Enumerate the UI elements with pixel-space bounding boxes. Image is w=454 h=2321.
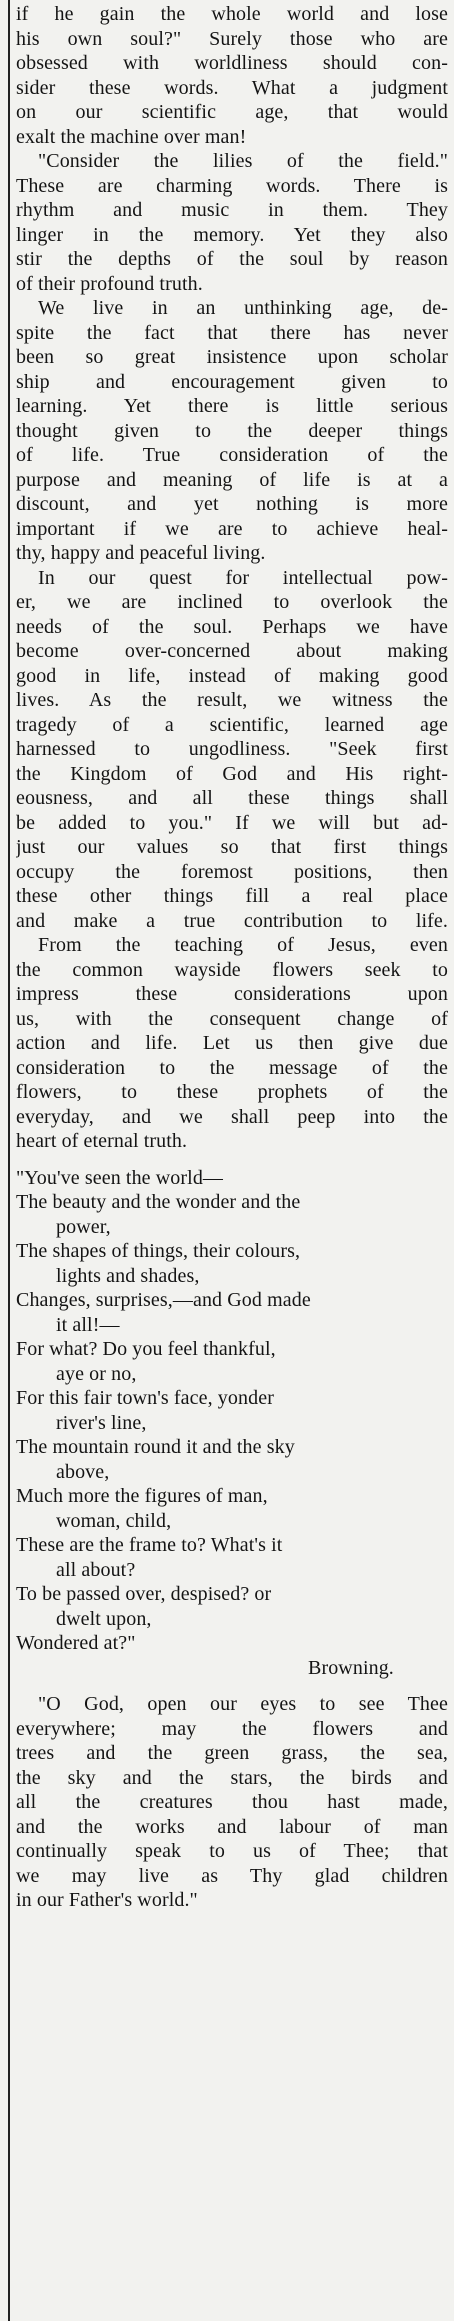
para1-line: exalt the machine over man! [16, 125, 247, 148]
para5-line: flowers, to these prophets of the [16, 1081, 448, 1103]
para5-line: impress these considerations upon [16, 983, 448, 1005]
prayer-line: and the works and labour of man [16, 1815, 448, 1838]
paragraph-gap [16, 1680, 448, 1692]
para2-line: rhythm and music in them. They [16, 199, 448, 221]
poem-attribution: Browning. [308, 1656, 394, 1679]
newspaper-column [8, 0, 452, 2321]
poem-line: all about? [56, 1558, 136, 1581]
prayer-line: we may live as Thy glad children [16, 1864, 448, 1887]
para3-line: purpose and meaning of life is at a [16, 468, 448, 491]
para1-line: his own soul?" Surely those who are [16, 27, 448, 50]
para4-line: be added to you." If we will but ad- [16, 811, 448, 834]
para4-line: good in life, instead of making good [16, 664, 448, 687]
prayer-line: "O God, open our eyes to see Thee [38, 1693, 448, 1715]
para2-line: linger in the memory. Yet they also [16, 223, 448, 246]
para5-line: From the teaching of Jesus, even [38, 934, 448, 956]
para1-line: if he gain the whole world and lose [16, 3, 448, 25]
prayer-line: the sky and the stars, the birds and [16, 1766, 448, 1789]
para5-line: consideration to the message of the [16, 1056, 448, 1079]
prayer-line: everywhere; may the flowers and [16, 1717, 448, 1740]
poem-line: lights and shades, [56, 1264, 200, 1287]
para3-line: discount, and yet nothing is more [16, 493, 448, 515]
para5-line: everyday, and we shall peep into the [16, 1105, 448, 1128]
para4-line: become over-concerned about making [16, 640, 448, 662]
para1-line: sider these words. What a judgment [16, 76, 448, 99]
poem-line: Changes, surprises,—and God made [16, 1289, 311, 1311]
para4-line: harnessed to ungodliness. "Seek first [16, 738, 448, 760]
para3-line: been so great insistence upon scholar [16, 346, 448, 368]
poem-line: These are the frame to? What's it [16, 1534, 283, 1556]
poem-line: To be passed over, despised? or [16, 1583, 272, 1605]
poem-line: power, [56, 1215, 111, 1238]
prayer-line: trees and the green grass, the sea, [16, 1742, 448, 1764]
para3-line: thought given to the deeper things [16, 419, 448, 442]
para4-line: these other things fill a real place [16, 885, 448, 907]
para3-line: ship and encouragement given to [16, 370, 448, 393]
para3-line: thy, happy and peaceful living. [16, 542, 266, 564]
poem-line: For this fair town's face, yonder [16, 1387, 274, 1409]
para2-line: of their profound truth. [16, 272, 203, 295]
poem-line: For what? Do you feel thankful, [16, 1338, 276, 1360]
poem-line: "You've seen the world— [16, 1166, 224, 1189]
para4-line: occupy the foremost positions, then [16, 860, 448, 883]
poem-line: it all!— [56, 1313, 120, 1336]
para5-line: action and life. Let us then give due [16, 1032, 448, 1054]
para4-line: the Kingdom of God and His right- [16, 762, 448, 785]
para4-line: tragedy of a scientific, learned age [16, 713, 448, 736]
poem-line: above, [56, 1460, 110, 1483]
para3-line: We live in an unthinking age, de- [38, 297, 448, 319]
para4-line: eousness, and all these things shall [16, 787, 448, 809]
poem-line: The mountain round it and the sky [16, 1436, 295, 1458]
para4-line: In our quest for intellectual pow- [38, 566, 448, 589]
para4-line: just our values so that first things [16, 836, 448, 858]
para4-line: er, we are inclined to overlook the [16, 591, 448, 613]
para2-line: "Consider the lilies of the field." [38, 150, 448, 172]
para1-line: obsessed with worldliness should con- [16, 52, 448, 74]
para3-line: important if we are to achieve heal- [16, 517, 448, 540]
poem-line: Much more the figures of man, [16, 1485, 268, 1507]
para2-line: These are charming words. There is [16, 174, 448, 197]
prayer-line: all the creatures thou hast made, [16, 1791, 448, 1813]
para3-line: learning. Yet there is little serious [16, 395, 448, 417]
poem-line: dwelt upon, [56, 1607, 152, 1630]
para3-line: of life. True consideration of the [16, 444, 448, 466]
poem-line: The shapes of things, their colours, [16, 1240, 301, 1262]
poem-line: The beauty and the wonder and the [16, 1191, 301, 1213]
para2-line: stir the depths of the soul by reason [16, 248, 448, 270]
para3-line: spite the fact that there has never [16, 321, 448, 344]
para4-line: lives. As the result, we witness the [16, 689, 448, 711]
article-text [16, 2, 448, 1913]
para4-line: needs of the soul. Perhaps we have [16, 615, 448, 638]
poem-line: Wondered at?" [16, 1632, 136, 1654]
paragraph-gap [16, 1154, 448, 1166]
prayer-line: in our Father's world." [16, 1889, 198, 1911]
prayer-line: continually speak to us of Thee; that [16, 1840, 448, 1862]
poem-line: aye or no, [56, 1362, 137, 1385]
para5-line: us, with the consequent change of [16, 1007, 448, 1030]
para5-line: heart of eternal truth. [16, 1130, 188, 1152]
para4-line: and make a true contribution to life. [16, 909, 448, 932]
poem-line: river's line, [56, 1411, 147, 1434]
para1-line: on our scientific age, that would [16, 101, 448, 123]
poem-line: woman, child, [56, 1509, 172, 1532]
para5-line: the common wayside flowers seek to [16, 958, 448, 981]
